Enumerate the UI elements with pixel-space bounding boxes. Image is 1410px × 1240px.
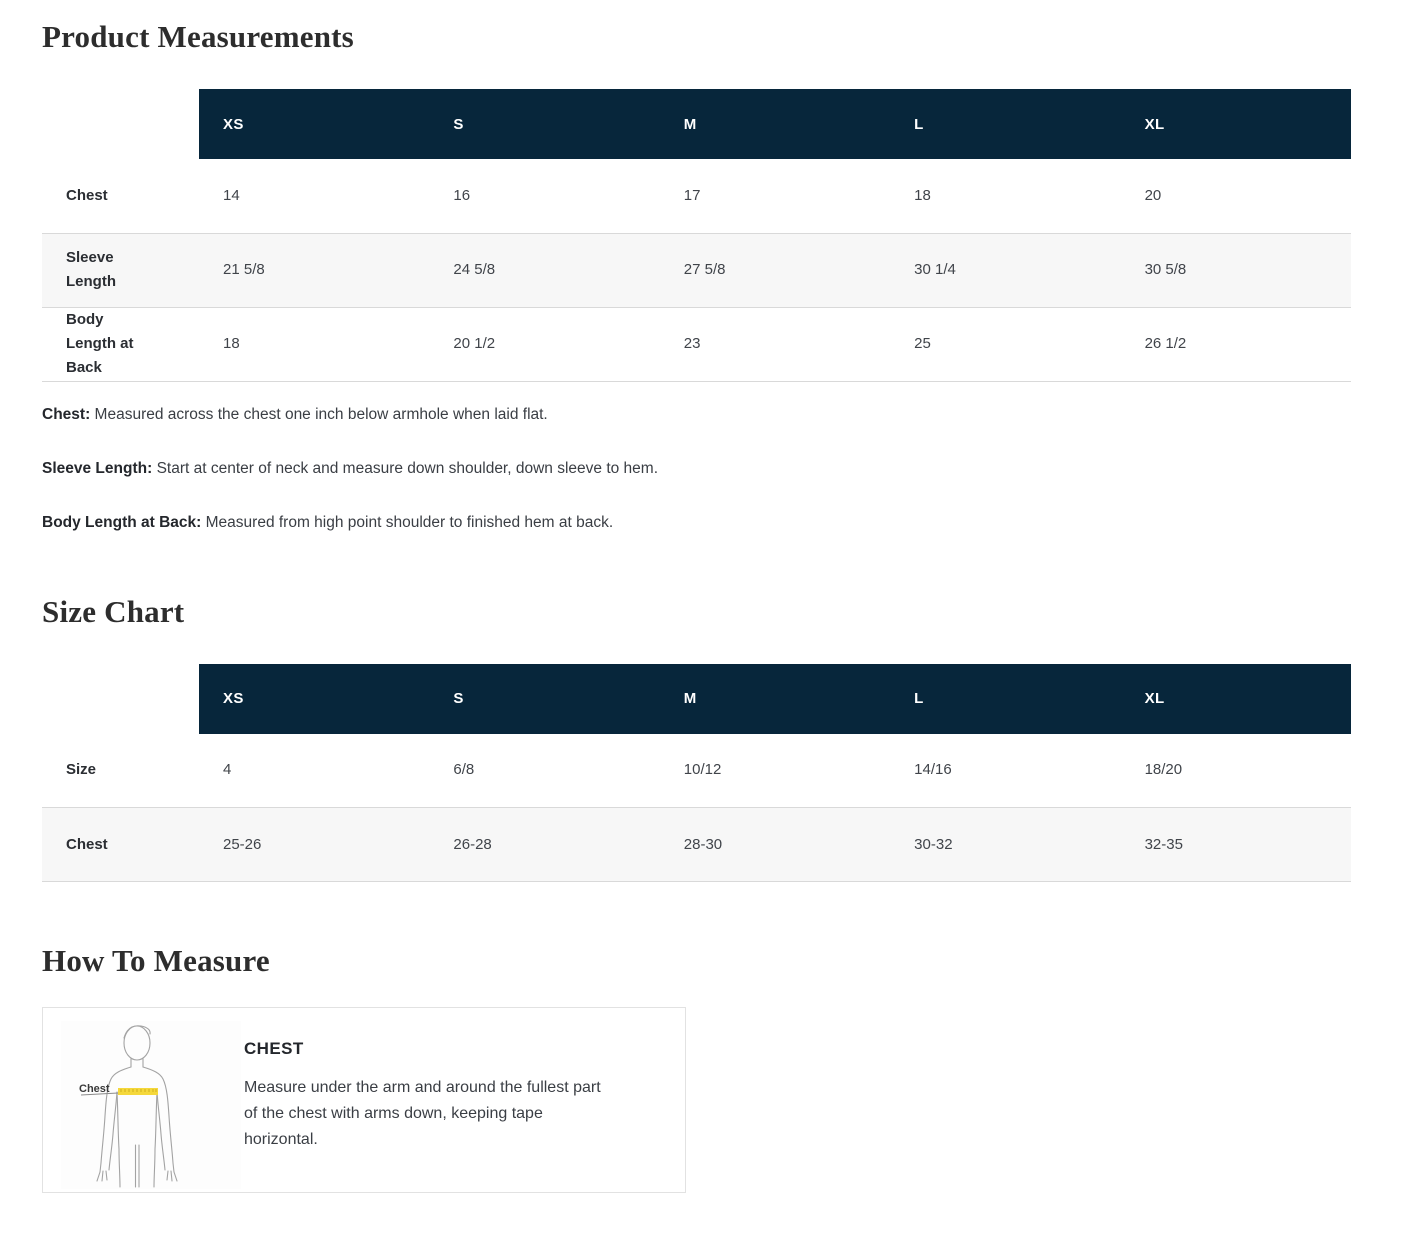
note-sleeve-length bbox=[42, 458, 1352, 479]
column-header-xl: XL bbox=[1121, 89, 1351, 159]
size-chart-section bbox=[42, 593, 1352, 883]
product-measurements-title: Product Measurements bbox=[42, 19, 354, 54]
table-row-chest bbox=[42, 159, 1351, 233]
cell: 28-30 bbox=[683, 835, 723, 853]
size-chart-title: Size Chart bbox=[42, 593, 185, 629]
cell: 16 bbox=[453, 186, 471, 204]
column-header-xl: XL bbox=[1121, 664, 1351, 734]
column-header-l: L bbox=[890, 664, 1120, 734]
note-chest bbox=[42, 404, 1352, 425]
row-label: Sleeve Length bbox=[66, 249, 116, 290]
column-header-m: M bbox=[660, 89, 890, 159]
table-row-sleeve-length bbox=[42, 233, 1351, 307]
size-chart-table bbox=[42, 664, 1351, 883]
column-header-s: S bbox=[429, 89, 659, 159]
cell: 30 1/4 bbox=[914, 261, 956, 278]
figure-chest-label: Chest bbox=[79, 1083, 110, 1095]
cell: 30-32 bbox=[914, 835, 953, 853]
table-row-body-length bbox=[42, 307, 1351, 381]
cell: 32-35 bbox=[1144, 835, 1183, 853]
note-definition: Start at center of neck and measure down shoulder, down sleeve to hem. bbox=[156, 459, 659, 477]
how-to-measure-section bbox=[42, 942, 1352, 1193]
column-header-s: S bbox=[429, 664, 659, 734]
cell: 20 1/2 bbox=[453, 335, 496, 352]
cell: 25-26 bbox=[223, 835, 262, 853]
cell: 18 bbox=[914, 186, 931, 204]
corner-cell bbox=[42, 89, 199, 159]
cell: 14/16 bbox=[914, 761, 952, 779]
measure-card-description: Measure under the arm and around the fullest part of the chest with arms down, keeping tape horizontal. bbox=[244, 1079, 601, 1148]
column-header-xs: XS bbox=[199, 89, 429, 159]
note-term: Sleeve Length: bbox=[42, 459, 153, 477]
how-to-measure-title: How To Measure bbox=[42, 943, 270, 978]
size-header-row bbox=[42, 664, 1351, 734]
cell: 17 bbox=[683, 186, 701, 204]
product-measurements-table bbox=[42, 89, 1351, 382]
cell: 4 bbox=[223, 761, 232, 779]
table-row-size bbox=[42, 734, 1351, 808]
cell: 24 5/8 bbox=[453, 261, 496, 278]
row-label: Size bbox=[66, 761, 97, 779]
measure-card-chest bbox=[42, 1007, 686, 1193]
cell: 18 bbox=[223, 335, 240, 352]
measure-card-heading: CHEST bbox=[244, 1039, 304, 1058]
corner-cell bbox=[42, 664, 199, 734]
note-term: Body Length at Back: bbox=[42, 513, 202, 531]
measure-card-text bbox=[244, 1008, 624, 1153]
column-header-m: M bbox=[660, 664, 890, 734]
cell: 20 bbox=[1144, 186, 1162, 204]
cell: 10/12 bbox=[683, 761, 722, 779]
column-header-xs: XS bbox=[199, 664, 429, 734]
row-label: Chest bbox=[66, 835, 108, 853]
size-header-row bbox=[42, 89, 1351, 159]
cell: 26-28 bbox=[453, 835, 492, 853]
cell: 23 bbox=[683, 335, 701, 352]
table-row-chest bbox=[42, 808, 1351, 882]
cell: 27 5/8 bbox=[683, 261, 726, 278]
tape-measure-icon bbox=[118, 1088, 158, 1095]
row-label: Body Length at Back bbox=[66, 311, 134, 376]
row-label: Chest bbox=[66, 186, 108, 204]
cell: 30 5/8 bbox=[1144, 261, 1187, 278]
note-body-length bbox=[42, 512, 1352, 533]
note-definition: Measured across the chest one inch below armhole when laid flat. bbox=[94, 405, 548, 423]
cell: 26 1/2 bbox=[1144, 335, 1187, 352]
cell: 21 5/8 bbox=[223, 261, 265, 278]
measurement-notes bbox=[42, 404, 1352, 533]
note-term: Chest: bbox=[42, 405, 91, 423]
column-header-l: L bbox=[890, 89, 1120, 159]
note-definition: Measured from high point shoulder to finished hem at back. bbox=[205, 513, 614, 531]
body-outline-icon bbox=[61, 1021, 241, 1189]
body-figure-illustration bbox=[43, 1008, 244, 1189]
cell: 6/8 bbox=[453, 761, 475, 779]
cell: 25 bbox=[914, 335, 931, 352]
cell: 14 bbox=[223, 186, 240, 204]
cell: 18/20 bbox=[1144, 761, 1183, 779]
